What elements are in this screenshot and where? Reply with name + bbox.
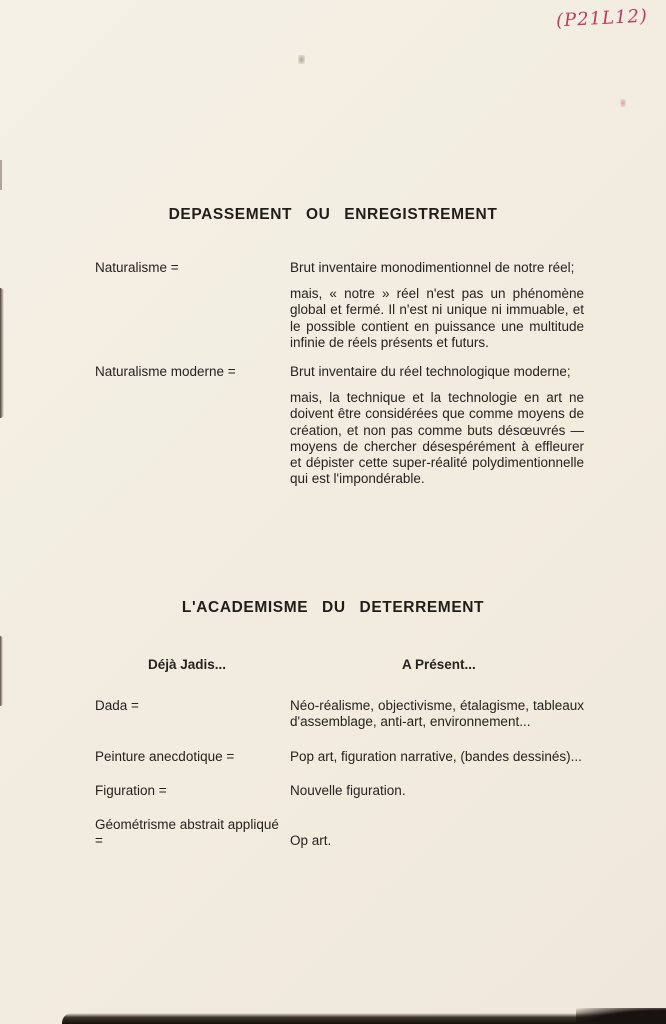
scan-speck xyxy=(298,55,305,64)
section1-title: DEPASSEMENT OU ENREGISTREMENT xyxy=(168,206,498,223)
scan-artifact-left xyxy=(0,160,2,190)
handwritten-annotation: (P21L12) xyxy=(555,5,649,32)
definition-naturalisme xyxy=(290,260,584,351)
definition-paragraph: Brut inventaire du réel technologique moderne; xyxy=(290,363,571,379)
definition-peinture-anecdotique: Pop art, figuration narrative, (bandes dessinés)... xyxy=(290,748,582,764)
column-header-jadis: Déjà Jadis... xyxy=(148,657,227,673)
scan-speck xyxy=(620,99,626,107)
definition-paragraph: mais, « notre » réel n'est pas un phénomène global et fermé. Il n'est ni unique ni immuable, et le possible contient en puissance une multitude infinie de réels présents et futurs. xyxy=(290,286,584,350)
definition-dada: Néo-réalisme, objectivisme, étalagisme, tableaux d'assemblage, anti-art, environnement... xyxy=(290,698,584,730)
definition-geometrisme: Op art. xyxy=(290,833,332,849)
scan-artifact-left xyxy=(0,636,3,706)
table-row-peinture-anecdotique xyxy=(0,749,666,765)
definition-paragraph: Brut inventaire monodimentionnel de notre réel; xyxy=(290,260,575,275)
table-row-figuration xyxy=(0,783,666,799)
term-naturalisme-moderne: Naturalisme moderne = xyxy=(95,363,236,379)
scan-artifact-bottom-corner xyxy=(576,1008,666,1024)
term-peinture-anecdotique: Peinture anecdotique = xyxy=(95,748,235,764)
scan-artifact-left xyxy=(0,288,4,418)
definition-entry-naturalisme-moderne xyxy=(0,364,666,487)
table-row-geometrisme xyxy=(0,817,666,849)
term-figuration: Figuration = xyxy=(95,782,167,798)
column-header-present: A Présent... xyxy=(402,657,476,673)
definition-figuration: Nouvelle figuration. xyxy=(290,782,406,798)
term-dada: Dada = xyxy=(95,698,139,714)
term-naturalisme: Naturalisme = xyxy=(95,260,179,275)
term-geometrisme: Géométrisme abstrait appliqué = xyxy=(95,817,279,849)
section2-title: L'ACADEMISME DU DETERREMENT xyxy=(181,599,485,617)
definition-entry-naturalisme xyxy=(0,260,666,351)
definition-naturalisme-moderne xyxy=(290,364,584,487)
table-row-dada xyxy=(0,698,666,730)
definition-paragraph: mais, la technique et la technologie en art ne doivent être considérées que comme moyens de création, et non pas comme buts désœuvrés — moyens de chercher désespérément à effleurer et dépister cette super-réalité polydimentionnelle qui est l'impondérable. xyxy=(290,390,584,487)
column-headers xyxy=(0,657,666,672)
